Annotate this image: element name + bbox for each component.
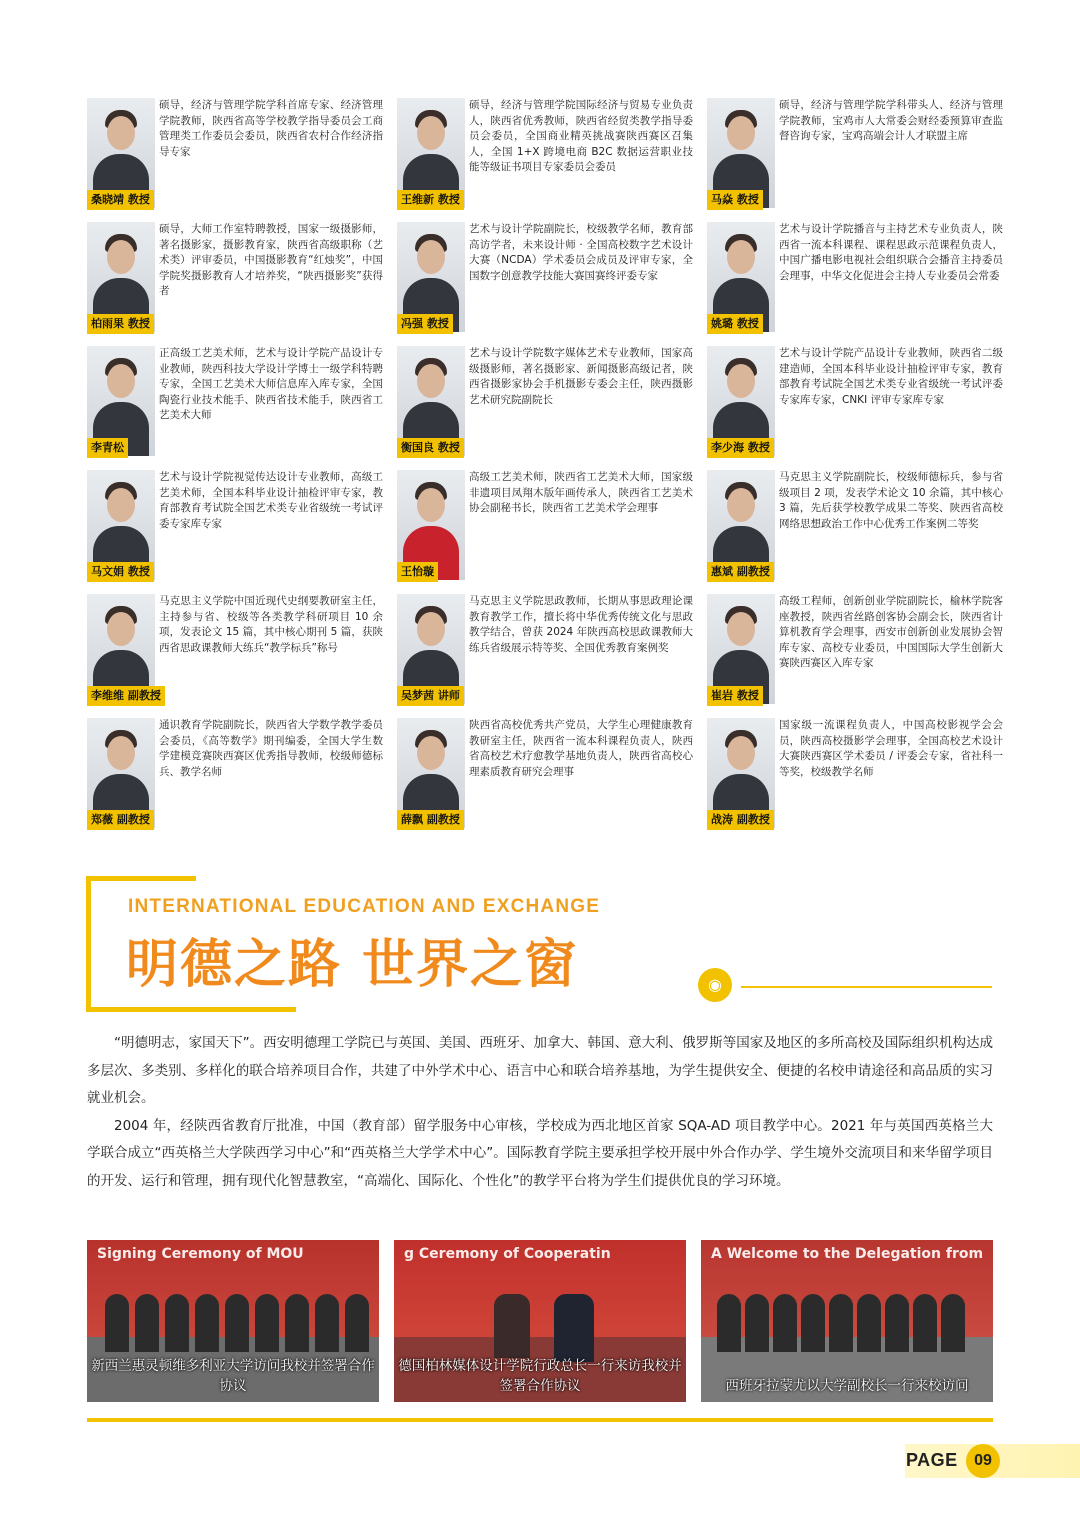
name-tag: 崔岩 教授	[707, 686, 763, 706]
bio-text: 正高级工艺美术师，艺术与设计学院产品设计专业教师，陕西科技大学设计学博士一级学科特聘专家，全国工艺美术大师信息库入库专家，全国陶瓷行业技术能手、陕西省技术能手，陕西省工艺美术大师	[159, 347, 383, 421]
name-tag: 李青松	[87, 438, 128, 458]
frame-top-bar	[86, 876, 196, 881]
section-title-cn: 明德之路 世界之窗	[126, 935, 579, 995]
name-tag: 李维维 副教授	[87, 686, 165, 706]
photo-caption: 德国柏林媒体设计学院行政总长一行来访我校并签署合作协议	[398, 1358, 682, 1394]
backdrop-text: g Ceremony of Cooperatin	[404, 1246, 611, 1262]
photo-strip	[87, 1240, 993, 1402]
section-banner	[86, 876, 992, 1016]
bio-text: 硕导，经济与管理学院学科带头人、经济与管理学院教师，宝鸡市人大常委会财经委预算审查监督咨询专家，宝鸡高端会计人才联盟主席	[779, 99, 1003, 142]
frame-bottom-bar	[86, 1007, 296, 1012]
name-tag: 吴梦茜 讲师	[397, 686, 464, 706]
name-tag: 冯强 教授	[397, 314, 453, 334]
name-tag: 王怡璇	[397, 562, 438, 582]
bio-text: 艺术与设计学院视觉传达设计专业教师，高级工艺美术师，全国本科毕业设计抽检评审专家，教育部教育考试院全国艺术类专业省级统一考试评委专家库专家	[159, 471, 383, 530]
bio-text: 马克思主义学院中国近现代史纲要教研室主任，主持参与省、校级等各类教学科研项目 10 余项，发表论文 15 篇，其中核心期刊 5 篇，获陕西省思政课教师大练兵“教学标兵”称号	[159, 595, 383, 654]
section-title-en: INTERNATIONAL EDUCATION AND EXCHANGE	[128, 896, 601, 917]
faculty-card	[87, 594, 387, 706]
name-tag: 柏雨果 教授	[87, 314, 154, 334]
faculty-card	[707, 98, 1007, 210]
faculty-card	[87, 346, 387, 458]
faculty-card	[397, 222, 697, 334]
faculty-card	[707, 718, 1007, 830]
faculty-card	[397, 594, 697, 706]
bio-text: 马克思主义学院副院长，校级师德标兵，参与省级项目 2 项，发表学术论文 10 余篇，其中核心 3 篇，先后获学校教学成果二等奖、陕西省高校网络思想政治工作中心优秀工作案例二等奖	[779, 471, 1003, 530]
name-tag: 姚璐 教授	[707, 314, 763, 334]
name-tag: 王维新 教授	[397, 190, 464, 210]
divider-line	[741, 986, 992, 988]
faculty-card	[87, 222, 387, 334]
bio-text: 硕导，大师工作室特聘教授，国家一级摄影师，著名摄影家，摄影教育家，陕西省高级职称（艺术类）评审委员，中国摄影教育“红烛奖”，中国学院奖摄影教育人才培养奖，“陕西摄影奖”获得者	[159, 223, 383, 297]
bio-text: 通识教育学院副院长，陕西省大学数学教学委员会委员，《高等数学》期刊编委，全国大学生数学建模竞赛陕西赛区优秀指导教师，校级师德标兵、教学名师	[159, 719, 383, 778]
bio-text: 高级工程师，创新创业学院副院长，榆林学院客座教授，陕西省丝路创客协会副会长，陕西省计算机教育学会理事，西安市创新创业发展协会智库专家、高校专业委员，中国国际大学生创新大赛陕西赛区入库专家	[779, 595, 1003, 669]
photo-caption: 新西兰惠灵顿维多利亚大学访问我校并签署合作协议	[91, 1358, 375, 1394]
bio-text: 高级工艺美术师，陕西省工艺美术大师，国家级非遗项目凤翔木版年画传承人，陕西省工艺美术协会副秘书长，陕西省工艺美术学会理事	[469, 471, 693, 514]
intro-text	[87, 1030, 993, 1195]
bio-text: 硕导，经济与管理学院国际经济与贸易专业负责人，陕西省优秀教师，陕西省经贸类教学指导委员会委员，全国商业精英挑战赛陕西赛区召集人，全国 1+X 跨境电商 B2C 数据运营职业技能等级证书项目专家委员会委员	[469, 99, 693, 173]
name-tag: 李少海 教授	[707, 438, 774, 458]
photo-caption: 西班牙拉蒙尤以大学副校长一行来校访问	[725, 1378, 969, 1394]
faculty-card	[87, 98, 387, 210]
event-photo	[394, 1240, 686, 1402]
eye-icon: ◉	[698, 968, 732, 1002]
event-photo	[701, 1240, 993, 1402]
faculty-card	[397, 718, 697, 830]
faculty-card	[397, 470, 697, 582]
faculty-card	[397, 98, 697, 210]
page-number: 09	[966, 1444, 1000, 1478]
backdrop-text: A Welcome to the Delegation from	[711, 1246, 984, 1262]
bio-text: 马克思主义学院思政教师，长期从事思政理论课教育教学工作，擅长将中华优秀传统文化与思政教学结合，曾获 2024 年陕西高校思政课教师大练兵省级展示特等奖、全国优秀教育案例奖	[469, 595, 693, 654]
name-tag: 惠斌 副教授	[707, 562, 774, 582]
name-tag: 战涛 副教授	[707, 810, 774, 830]
faculty-card	[397, 346, 697, 458]
event-photo	[87, 1240, 379, 1402]
name-tag: 衡国良 教授	[397, 438, 464, 458]
bio-text: 陕西省高校优秀共产党员，大学生心理健康教育教研室主任，陕西省一流本科课程负责人，陕西省高校艺术疗愈教学基地负责人，陕西省高校心理素质教育研究会理事	[469, 719, 693, 778]
bio-text: 艺术与设计学院播音与主持艺术专业负责人，陕西省一流本科课程、课程思政示范课程负责人，中国广播电影电视社会组织联合会播音主持委员会理事，中华文化促进会主持人专业委员会常委	[779, 223, 1003, 282]
frame-left-bar	[86, 876, 91, 1012]
faculty-card	[87, 718, 387, 830]
name-tag: 薛飘 副教授	[397, 810, 464, 830]
page-label: PAGE	[906, 1450, 958, 1470]
bio-text: 艺术与设计学院副院长，校级教学名师，教育部高访学者，未来设计师 · 全国高校数字艺术设计大赛（NCDA）学术委员会成员及评审专家，全国数字创意教学技能大赛国赛终评委专家	[469, 223, 693, 282]
intro-paragraph: “明德明志，家国天下”。西安明德理工学院已与英国、美国、西班牙、加拿大、韩国、意大利、俄罗斯等国家及地区的多所高校及国际组织机构达成多层次、多类别、多样化的联合培养项目合作，共建了中外学术中心、语言中心和联合培养基地，为学生提供安全、便捷的名校申请途径和高品质的实习就业机会。	[87, 1035, 993, 1106]
bottom-divider	[87, 1418, 993, 1422]
faculty-card	[707, 470, 1007, 582]
backdrop-text: Signing Ceremony of MOU	[97, 1246, 304, 1262]
bio-text: 国家级一流课程负责人，中国高校影视学会会员，陕西高校摄影学会理事，全国高校艺术设计大赛陕西赛区学术委员 / 评委会专家，省社科一等奖，校级教学名师	[779, 719, 1003, 778]
bio-text: 硕导，经济与管理学院学科首席专家、经济管理学院教师，陕西省高等学校教学指导委员会工商管理类工作委员会委员，陕西省农村合作经济指导专家	[159, 99, 383, 158]
bio-text: 艺术与设计学院产品设计专业教师，陕西省二级建造师，全国本科毕业设计抽检评审专家，教育部教育考试院全国艺术类专业省级统一考试评委专家库专家，CNKI 评审专家库专家	[779, 347, 1003, 406]
faculty-card	[707, 346, 1007, 458]
faculty-card	[707, 594, 1007, 706]
name-tag: 马焱 教授	[707, 190, 763, 210]
intro-paragraph: 2004 年，经陕西省教育厅批准，中国（教育部）留学服务中心审核，学校成为西北地区首家 SQA-AD 项目教学中心。2021 年与英国西英格兰大学联合成立“西英格兰大学陕西学习中心”和“西英格兰大学学术中心”。国际教育学院主要承担学校开展中外合作办学、学生境外交流项目和来华留学项目的开发、运行和管理，拥有现代化智慧教室，“高端化、国际化、个性化”的教学平台将为学生们提供优良的学习环境。	[87, 1117, 993, 1189]
name-tag: 马文娟 教授	[87, 562, 154, 582]
name-tag: 桑晓靖 教授	[87, 190, 154, 210]
name-tag: 郑薇 副教授	[87, 810, 154, 830]
faculty-card	[87, 470, 387, 582]
bio-text: 艺术与设计学院数字媒体艺术专业教师，国家高级摄影师，著名摄影家、新闻摄影高级记者，陕西省摄影家协会手机摄影专委会主任，陕西摄影艺术研究院副院长	[469, 347, 693, 406]
faculty-card	[707, 222, 1007, 334]
